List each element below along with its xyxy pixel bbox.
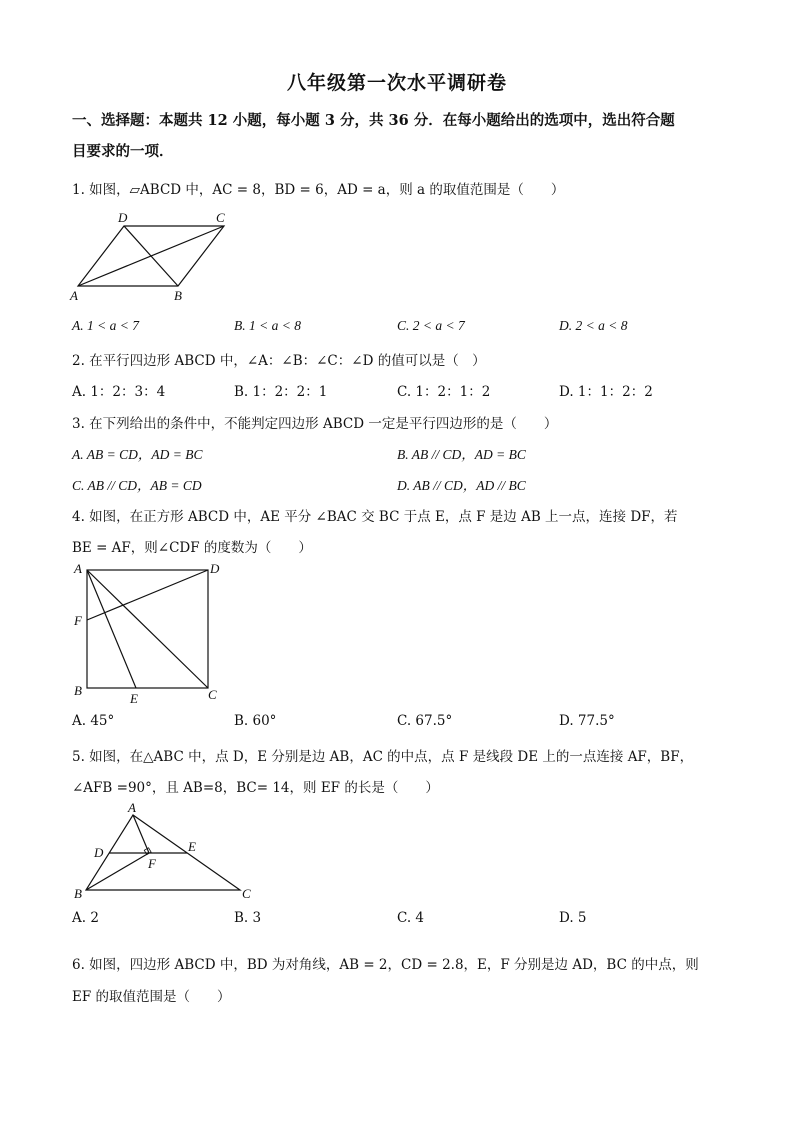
diagonal-bd xyxy=(124,226,178,286)
q3-option-c[interactable]: C. AB // CD，AB = CD xyxy=(72,478,202,493)
q3-option-d[interactable]: D. AB // CD，AD // BC xyxy=(397,478,526,493)
label-e: E xyxy=(188,839,196,854)
question-2-text: 2. 在平行四边形 ABCD 中，∠A：∠B：∠C：∠D 的值可以是（ ） xyxy=(72,353,486,369)
label-c: C xyxy=(242,886,251,901)
q2-option-c[interactable]: C. 1：2：1：2 xyxy=(397,384,491,400)
question-4-text-line1: 4. 如图，在正方形 ABCD 中，AE 平分 ∠BAC 交 BC 于点 E，点 F 是边 AB 上一点，连接 DF，若 xyxy=(72,509,678,525)
q2-option-d[interactable]: D. 1：1：2：2 xyxy=(559,384,653,400)
q5-option-a[interactable]: A. 2 xyxy=(72,910,99,926)
square-figure xyxy=(66,558,236,708)
question-6-text-line2: EF 的取值范围是（ ） xyxy=(72,989,231,1005)
q4-option-c[interactable]: C. 67.5° xyxy=(397,713,453,729)
question-1-text: 1. 如图，▱ABCD 中，AC = 8，BD = 6，AD = a，则 a 的取值范围是（ ） xyxy=(72,182,565,198)
q4-option-b[interactable]: B. 60° xyxy=(234,713,277,729)
page-title: 八年级第一次水平调研卷 xyxy=(286,72,507,94)
q3-option-b[interactable]: B. AB // CD，AD = BC xyxy=(397,447,526,462)
q3-option-a[interactable]: A. AB = CD，AD = BC xyxy=(72,447,203,462)
label-c: C xyxy=(208,687,217,702)
question-4-text-line2: BE = AF，则∠CDF 的度数为（ ） xyxy=(72,540,312,556)
label-a: A xyxy=(128,800,136,815)
section-heading-line2: 目要求的一项． xyxy=(72,143,174,160)
segment-df xyxy=(87,570,208,620)
q4-option-d[interactable]: D. 77.5° xyxy=(559,713,615,729)
label-b: B xyxy=(74,683,82,698)
segment-ae xyxy=(87,570,136,688)
triangle-figure xyxy=(66,798,266,906)
q5-option-d[interactable]: D. 5 xyxy=(559,910,587,926)
q5-option-c[interactable]: C. 4 xyxy=(397,910,425,926)
diagonal-ac xyxy=(87,570,208,688)
label-e: E xyxy=(130,691,138,706)
q1-option-c[interactable]: C. 2 < a < 7 xyxy=(397,318,465,333)
q1-option-d[interactable]: D. 2 < a < 8 xyxy=(559,318,628,333)
label-a: A xyxy=(74,561,82,576)
label-c: C xyxy=(216,210,225,225)
question-6-text-line1: 6. 如图，四边形 ABCD 中，BD 为对角线，AB = 2，CD = 2.8，E，F 分别是边 AD，BC 的中点，则 xyxy=(72,957,699,973)
question-5-text-line2: ∠AFB =90°，且 AB=8，BC= 14，则 EF 的长是（ ） xyxy=(72,780,439,796)
label-d: D xyxy=(118,210,128,225)
parallelogram-figure xyxy=(66,208,266,308)
label-f: F xyxy=(74,613,82,628)
label-d: D xyxy=(94,845,104,860)
q1-option-b[interactable]: B. 1 < a < 8 xyxy=(234,318,301,333)
label-d: D xyxy=(210,561,220,576)
label-f: F xyxy=(148,856,156,871)
label-b: B xyxy=(174,288,182,303)
label-b: B xyxy=(74,886,82,901)
q1-option-a[interactable]: A. 1 < a < 7 xyxy=(72,318,139,333)
q2-option-b[interactable]: B. 1：2：2：1 xyxy=(234,384,328,400)
q2-option-a[interactable]: A. 1：2：3：4 xyxy=(72,384,166,400)
q5-option-b[interactable]: B. 3 xyxy=(234,910,262,926)
question-3-text: 3. 在下列给出的条件中，不能判定四边形 ABCD 一定是平行四边形的是（ ） xyxy=(72,416,558,432)
label-a: A xyxy=(70,288,78,303)
question-5-text-line1: 5. 如图，在△ABC 中，点 D，E 分别是边 AB，AC 的中点，点 F 是线段 DE 上的一点连接 AF，BF， xyxy=(72,749,694,765)
section-heading-line1: 一、选择题：本题共 12 小题，每小题 3 分，共 36 分．在每小题给出的选项中，选出符合题 xyxy=(72,112,675,129)
q4-option-a[interactable]: A. 45° xyxy=(72,713,115,729)
